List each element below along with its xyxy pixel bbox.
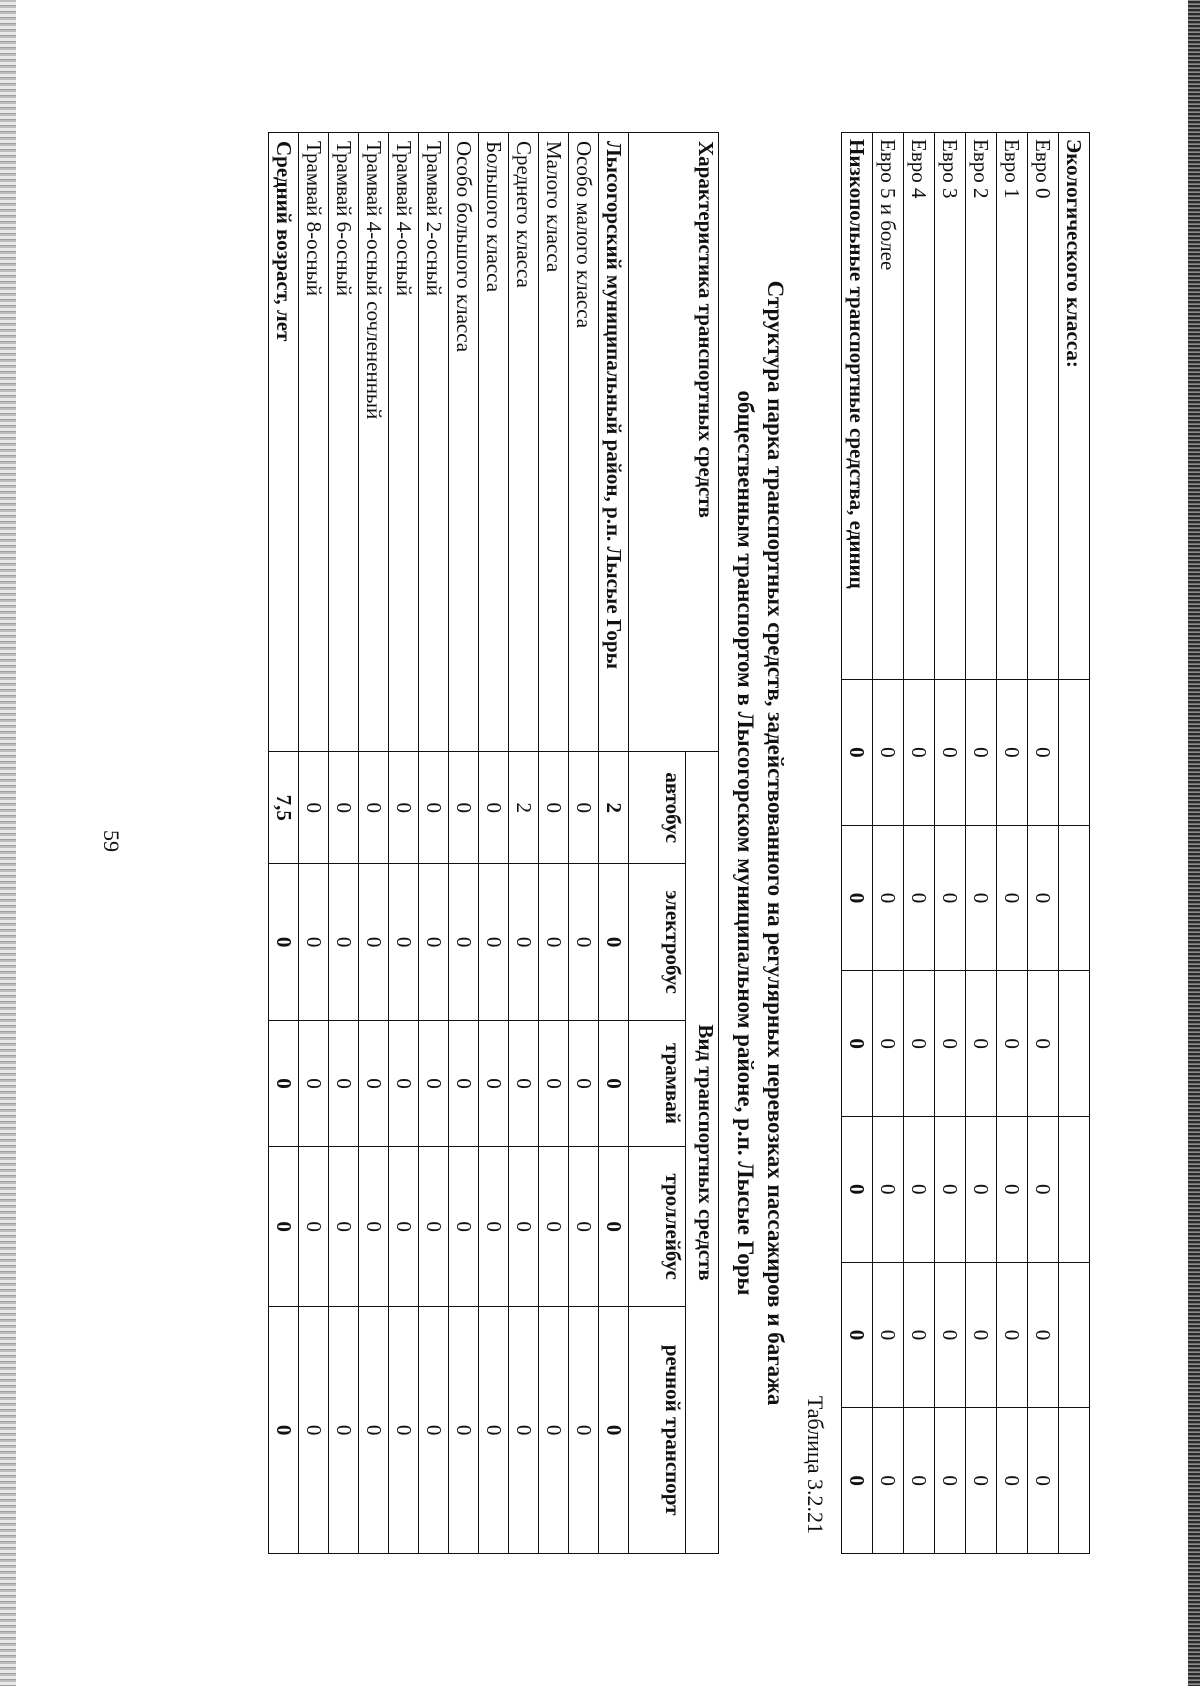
table-cell: 0 bbox=[509, 1020, 539, 1146]
row-label: Трамвай 8-осный bbox=[299, 133, 329, 752]
table-cell: 0 bbox=[997, 1262, 1028, 1408]
row-label: Экологического класса: bbox=[1059, 133, 1090, 680]
row-label: Трамвай 4-осный bbox=[389, 133, 419, 752]
table-cell: 0 bbox=[479, 1147, 509, 1307]
table-cell: 0 bbox=[1028, 1262, 1059, 1408]
row-label: Среднего класса bbox=[509, 133, 539, 752]
table-cell: 0 bbox=[935, 1408, 966, 1554]
rotated-page-content bbox=[170, 132, 1090, 1562]
table-cell bbox=[1059, 680, 1090, 826]
row-label: Трамвай 6-осный bbox=[329, 133, 359, 752]
table-row bbox=[539, 133, 569, 1554]
table-row bbox=[419, 133, 449, 1554]
table-cell: 0 bbox=[842, 1408, 873, 1554]
header-electrobus: электробус bbox=[629, 864, 686, 1020]
table-cell: 0 bbox=[449, 1307, 479, 1554]
table-cell: 0 bbox=[966, 971, 997, 1117]
table-cell: 0 bbox=[904, 971, 935, 1117]
row-label: Евро 1 bbox=[997, 133, 1028, 680]
table-cell: 0 bbox=[842, 1262, 873, 1408]
table-cell: 0 bbox=[599, 864, 629, 1020]
table-row bbox=[966, 133, 997, 1554]
table-row bbox=[935, 133, 966, 1554]
table-cell: 0 bbox=[935, 1116, 966, 1262]
table-cell bbox=[1059, 825, 1090, 971]
table-cell bbox=[1059, 971, 1090, 1117]
table-cell: 0 bbox=[359, 1307, 389, 1554]
table-cell: 0 bbox=[419, 1147, 449, 1307]
table-cell: 0 bbox=[299, 752, 329, 864]
table-cell: 0 bbox=[359, 864, 389, 1020]
table-cell: 0 bbox=[997, 825, 1028, 971]
row-label: Евро 5 и более bbox=[873, 133, 904, 680]
table-cell: 0 bbox=[389, 1020, 419, 1146]
table-cell: 0 bbox=[997, 680, 1028, 826]
eco-class-table bbox=[841, 132, 1090, 1554]
table-cell: 0 bbox=[269, 1020, 299, 1146]
table-cell: 0 bbox=[509, 864, 539, 1020]
row-label: Евро 4 bbox=[904, 133, 935, 680]
table-cell: 0 bbox=[539, 864, 569, 1020]
table-cell: 0 bbox=[935, 825, 966, 971]
table-cell: 0 bbox=[479, 864, 509, 1020]
table-cell: 0 bbox=[389, 864, 419, 1020]
table-cell: 0 bbox=[904, 825, 935, 971]
table-cell: 0 bbox=[449, 864, 479, 1020]
table-cell: 0 bbox=[599, 1020, 629, 1146]
table-cell: 0 bbox=[842, 971, 873, 1117]
table-cell bbox=[1059, 1408, 1090, 1554]
table-cell: 0 bbox=[873, 1262, 904, 1408]
table-cell: 0 bbox=[299, 1147, 329, 1307]
table-row bbox=[1059, 133, 1090, 1554]
row-label: Трамвай 4-осный сочлененный bbox=[359, 133, 389, 752]
row-label: Евро 2 bbox=[966, 133, 997, 680]
table-cell: 0 bbox=[599, 1307, 629, 1554]
table-cell: 0 bbox=[966, 1262, 997, 1408]
table-cell: 0 bbox=[329, 752, 359, 864]
table-cell: 0 bbox=[997, 1116, 1028, 1262]
table-cell bbox=[1059, 1116, 1090, 1262]
table-cell: 0 bbox=[509, 1147, 539, 1307]
table-row bbox=[479, 133, 509, 1554]
table-cell: 0 bbox=[842, 1116, 873, 1262]
table-cell: 0 bbox=[479, 752, 509, 864]
table-cell: 0 bbox=[359, 752, 389, 864]
header-vehicle-type-group: Вид транспортных средств bbox=[686, 752, 719, 1554]
table-cell: 0 bbox=[329, 1147, 359, 1307]
table-cell: 0 bbox=[1028, 1116, 1059, 1262]
table-row bbox=[842, 133, 873, 1554]
table-cell: 0 bbox=[269, 1307, 299, 1554]
table-cell: 0 bbox=[419, 1307, 449, 1554]
table-cell: 0 bbox=[329, 1020, 359, 1146]
table-row bbox=[269, 133, 299, 1554]
table-cell: 0 bbox=[873, 1408, 904, 1554]
table-cell: 0 bbox=[935, 1262, 966, 1408]
table-cell bbox=[1059, 1262, 1090, 1408]
table-cell: 0 bbox=[599, 1147, 629, 1307]
page-number: 59 bbox=[99, 830, 124, 852]
table-cell: 0 bbox=[449, 752, 479, 864]
table-cell: 0 bbox=[389, 1307, 419, 1554]
row-label: Лысогорский муниципальный район, р.п. Лысые Горы bbox=[599, 133, 629, 752]
table-cell: 0 bbox=[569, 752, 599, 864]
table-cell: 0 bbox=[269, 864, 299, 1020]
row-label: Особо большого класса bbox=[449, 133, 479, 752]
table-cell: 2 bbox=[599, 752, 629, 864]
table-cell: 0 bbox=[966, 1116, 997, 1262]
table-cell: 0 bbox=[569, 1020, 599, 1146]
row-label: Малого класса bbox=[539, 133, 569, 752]
table-title-line-1: Структура парка транспортных средств, задействованного на регулярных перевозках пассажиров и багажа bbox=[763, 280, 788, 1406]
table-caption: Таблица 3.2.21 bbox=[803, 1395, 828, 1534]
table-cell: 0 bbox=[966, 825, 997, 971]
row-label: Особо малого класса bbox=[569, 133, 599, 752]
table-cell: 0 bbox=[873, 1116, 904, 1262]
table-cell: 0 bbox=[449, 1020, 479, 1146]
table-title-line-2: общественным транспортом в Лысогорском муниципальном районе, р.п. Лысые Горы bbox=[733, 390, 759, 1296]
header-characteristic: Характеристика транспортных средств bbox=[629, 133, 719, 752]
table-cell: 0 bbox=[842, 825, 873, 971]
header-bus: автобус bbox=[629, 752, 686, 864]
table-cell: 0 bbox=[966, 680, 997, 826]
table-row bbox=[599, 133, 629, 1554]
table-cell: 0 bbox=[904, 680, 935, 826]
table-cell: 0 bbox=[539, 752, 569, 864]
table-cell: 0 bbox=[873, 825, 904, 971]
table-cell: 2 bbox=[509, 752, 539, 864]
table-row bbox=[1028, 133, 1059, 1554]
table-cell: 0 bbox=[419, 752, 449, 864]
table-cell: 0 bbox=[873, 971, 904, 1117]
header-trolleybus: троллейбус bbox=[629, 1147, 686, 1307]
table-cell: 0 bbox=[389, 1147, 419, 1307]
row-label: Большого класса bbox=[479, 133, 509, 752]
table-cell: 0 bbox=[359, 1147, 389, 1307]
table-cell: 0 bbox=[873, 680, 904, 826]
table-cell: 0 bbox=[539, 1147, 569, 1307]
table-cell: 0 bbox=[569, 864, 599, 1020]
table-cell: 0 bbox=[904, 1262, 935, 1408]
table-row bbox=[997, 133, 1028, 1554]
table-cell: 0 bbox=[299, 1307, 329, 1554]
table-cell: 0 bbox=[935, 971, 966, 1117]
row-label: Трамвай 2-осный bbox=[419, 133, 449, 752]
row-label: Средний возраст, лет bbox=[269, 133, 299, 752]
scan-edge-right bbox=[1188, 0, 1200, 1686]
table-cell: 7,5 bbox=[269, 752, 299, 864]
table-cell: 0 bbox=[997, 971, 1028, 1117]
table-cell: 0 bbox=[842, 680, 873, 826]
table-cell: 0 bbox=[539, 1020, 569, 1146]
table-cell: 0 bbox=[904, 1116, 935, 1262]
table-cell: 0 bbox=[904, 1408, 935, 1554]
table-cell: 0 bbox=[1028, 825, 1059, 971]
table-cell: 0 bbox=[359, 1020, 389, 1146]
table-cell: 0 bbox=[935, 680, 966, 826]
table-cell: 0 bbox=[509, 1307, 539, 1554]
table-row bbox=[873, 133, 904, 1554]
table-cell: 0 bbox=[299, 1020, 329, 1146]
table-cell: 0 bbox=[569, 1147, 599, 1307]
table-cell: 0 bbox=[1028, 680, 1059, 826]
table-row bbox=[449, 133, 479, 1554]
table-row bbox=[389, 133, 419, 1554]
scan-edge-left bbox=[0, 0, 16, 1686]
table-row bbox=[509, 133, 539, 1554]
table-cell: 0 bbox=[389, 752, 419, 864]
table-cell: 0 bbox=[479, 1307, 509, 1554]
table-row bbox=[329, 133, 359, 1554]
table-cell: 0 bbox=[997, 1408, 1028, 1554]
table-cell: 0 bbox=[1028, 1408, 1059, 1554]
table-cell: 0 bbox=[419, 1020, 449, 1146]
table-cell: 0 bbox=[299, 864, 329, 1020]
table-cell: 0 bbox=[269, 1147, 299, 1307]
table-cell: 0 bbox=[569, 1307, 599, 1554]
table-cell: 0 bbox=[329, 864, 359, 1020]
table-cell: 0 bbox=[966, 1408, 997, 1554]
table-cell: 0 bbox=[1028, 971, 1059, 1117]
row-label: Низкопольные транспортные средства, единиц bbox=[842, 133, 873, 680]
table-cell: 0 bbox=[329, 1307, 359, 1554]
table-cell: 0 bbox=[479, 1020, 509, 1146]
table-row bbox=[904, 133, 935, 1554]
table-title bbox=[730, 132, 790, 1554]
table-cell: 0 bbox=[539, 1307, 569, 1554]
table-row bbox=[569, 133, 599, 1554]
header-tram: трамвай bbox=[629, 1020, 686, 1146]
table-row bbox=[299, 133, 329, 1554]
table-cell: 0 bbox=[419, 864, 449, 1020]
row-label: Евро 0 bbox=[1028, 133, 1059, 680]
table-cell: 0 bbox=[449, 1147, 479, 1307]
row-label: Евро 3 bbox=[935, 133, 966, 680]
header-river-transport: речной транспорт bbox=[629, 1307, 686, 1554]
table-row bbox=[359, 133, 389, 1554]
fleet-structure-table bbox=[268, 132, 719, 1554]
